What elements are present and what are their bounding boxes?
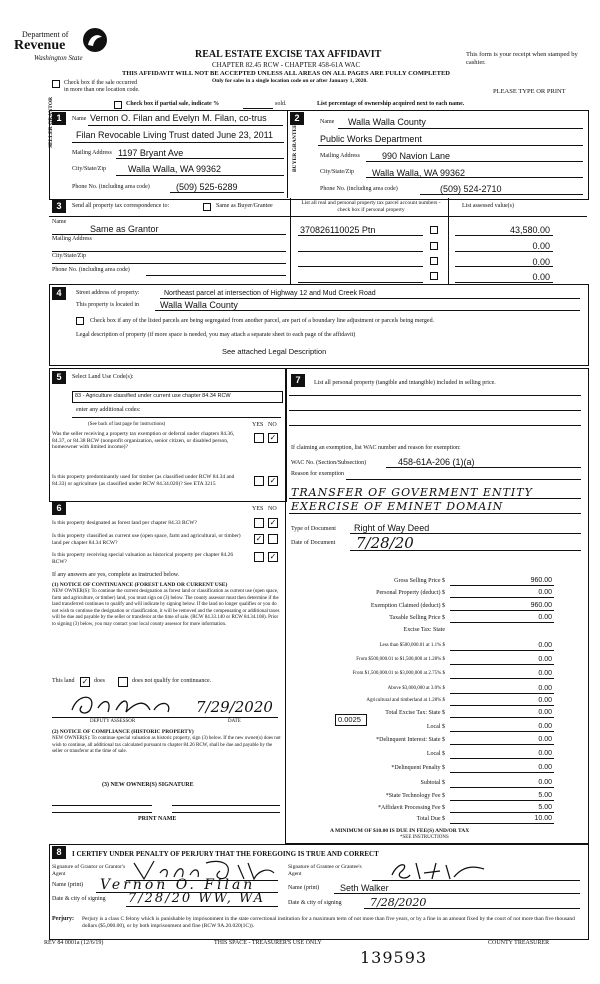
tax-row-label: Exemption Claimed (deduct) $ [370, 603, 445, 609]
section-5-number: 5 [52, 371, 66, 384]
tax-row-label: Agricultural and timberland at 1.28% $ [366, 698, 445, 703]
tax-row-underline [450, 610, 554, 611]
sec6-q2-no[interactable] [268, 534, 278, 544]
wac-number[interactable]: 458-61A-206 (1)(a) [398, 457, 475, 467]
buyer-city-label: City/State/Zip [320, 169, 354, 175]
sec3-name[interactable]: Same as Grantor [90, 224, 159, 234]
sec6-q3-no[interactable]: ✓ [269, 552, 277, 561]
tax-row-underline [450, 585, 554, 586]
doc-type-label: Type of Document [291, 526, 336, 532]
tax-row-value[interactable]: 0.00 [538, 670, 552, 677]
assessed-value-4[interactable]: 0.00 [532, 272, 550, 282]
wac-label: WAC No. (Section/Subsection) [291, 460, 367, 466]
sec3-name-label: Name [52, 219, 67, 225]
seller-grantor-label: SELLER GRANTOR [48, 96, 54, 148]
doc-type[interactable]: Right of Way Deed [354, 523, 430, 533]
seller-name-1[interactable]: Vernon O. Filan and Evelyn M. Filan, co-trus [90, 113, 267, 123]
state-name: Washington State [34, 54, 83, 62]
tax-row-value[interactable]: 0.00 [538, 697, 552, 704]
multi-location-checkbox[interactable] [52, 80, 60, 88]
tax-row-value[interactable]: 0.00 [538, 589, 552, 596]
buyer-name-1[interactable]: Walla Walla County [348, 117, 426, 127]
tax-row-underline [450, 717, 554, 718]
tax-row-label: From $500,000.01 to $1,500,000 at 1.28% $ [356, 657, 445, 662]
street-address-label: Street address of property: [76, 290, 140, 296]
notice-2-body: NEW OWNER(S): To continue special valuation as historic property, sign (3) below. If the new owner(s) does not wish to continue, all additional tax calculated pursuant to chapter 84.26 RCW, shall be due and payable by the seller or transferor at the time of sale. [52, 736, 281, 754]
multi-location-label-2: in more than one location code. [64, 87, 140, 93]
tax-row-value[interactable]: 960.00 [530, 602, 552, 609]
legal-description[interactable]: See attached Legal Description [222, 347, 327, 356]
grantee-name-print-label: Name (print) [288, 885, 320, 891]
grantee-date-city[interactable]: 7/28/2020 [370, 896, 427, 909]
revenue-logo-icon [82, 27, 108, 53]
seller-mailing-address[interactable]: 1197 Bryant Ave [118, 148, 184, 158]
print-name-label: PRINT NAME [138, 816, 177, 822]
sec6-question-2: Is this property classified as current use (open space, farm and agricultural, or timber) land per chapter 84.34 RCW? [52, 533, 241, 546]
notice-2-heading: (2) NOTICE OF COMPLIANCE (HISTORIC PROPERTY) [52, 729, 194, 735]
doc-date-label: Date of Document [291, 540, 336, 546]
tax-row-label: Gross Selling Price $ [394, 578, 445, 584]
sec6-question-1: Is this property designated as forest land per chapter 84.33 RCW? [52, 520, 197, 526]
notice-1-heading: (1) NOTICE OF CONTINUANCE (FOREST LAND OR CURRENT USE) [52, 582, 228, 588]
treasurer-space-label: THIS SPACE - TREASURER'S USE ONLY [214, 940, 322, 946]
tax-row-label: From $1,500,000.01 to $3,000,000 at 2.75% $ [352, 671, 445, 676]
tax-row-value[interactable]: 5.00 [538, 792, 552, 799]
sec5-question-1: Was the seller receiving a property tax exemption or deferral under chapters 84.36, 84.37, or 84.38 RCW (nonprofit organization, senior citizen, or disabled person, homeowner with limited income)? [52, 431, 235, 450]
sec6-q1-yes[interactable] [254, 518, 264, 528]
tax-row-label: *Affidavit Processing Fee $ [377, 805, 445, 811]
segregated-label: Check box if any of the listed parcels are being segregated from another parcel, are part of a boundary line adjustment or parcels being merged. [90, 318, 435, 324]
tax-row-label: Total Excise Tax: State $ [385, 710, 445, 716]
sec5-no-header: NO [268, 422, 277, 428]
buyer-mailing-label: Mailing Address [320, 153, 360, 159]
notice-1-body: NEW OWNER(S): To continue the current designation as forest land or classification as current use (open space, farm and agriculture, or timber) land, you must sign on (3) below. The county assessor must then determine if the land transferred continues to qualify and will indicate by signing below. If the land no longer qualifies or you do not wish to continue the designation or classification, it will be removed and the compensating or additional taxes will be due and payable by the seller or transferor at the time of sale. (RCW 84.33.140 or RCW 84.34.108). Prior to signing (3) below, you may contact your local county assessor for more information. [52, 589, 280, 627]
located-in-label: This property is located in [76, 302, 139, 308]
sec6-q1-no[interactable]: ✓ [269, 518, 277, 527]
parcel-list-header: List all real and personal property tax parcel account numbers - check box if personal property [301, 200, 441, 213]
seller-phone[interactable]: (509) 525-6289 [176, 182, 238, 192]
county-treasurer-label: COUNTY TREASURER [488, 940, 550, 946]
tax-row-value[interactable]: 10.00 [534, 815, 552, 822]
tax-row-underline [450, 800, 554, 801]
tax-row-underline [450, 597, 554, 598]
tax-row-label: Less than $500,000.01 at 1.1% $ [379, 643, 445, 648]
instructions-note: (See back of last page for instructions) [88, 422, 166, 427]
tax-row-underline [450, 693, 554, 694]
tax-row-underline [450, 622, 554, 623]
exemption-label: If claiming an exemption, list WAC number and reason for exemption: [291, 445, 461, 451]
section-4-number: 4 [52, 287, 66, 300]
grantee-name-print[interactable]: Seth Walker [340, 883, 389, 893]
section-6-number: 6 [52, 502, 66, 515]
buyer-city[interactable]: Walla Walla, WA 99362 [372, 168, 466, 178]
tax-row-underline [450, 758, 554, 759]
local-rate[interactable]: 0.0025 [338, 715, 361, 724]
tax-row-value[interactable]: 0.00 [538, 764, 552, 771]
seller-city[interactable]: Walla Walla, WA 99362 [128, 164, 222, 174]
tax-row-underline [450, 744, 554, 745]
tax-row-label: *State Technology Fee $ [385, 793, 445, 799]
doc-date[interactable]: 7/28/20 [356, 534, 414, 552]
grantee-signature-label: Signature of Grantee or Grantee's Agent [288, 864, 362, 877]
grantor-date-city-label: Date & city of signing [52, 896, 106, 902]
exemption-reason-2[interactable]: EXERCISE OF EMINET DOMAIN [291, 500, 504, 513]
exemption-reason-1[interactable]: TRANSFER OF GOVERMENT ENTITY [291, 486, 533, 499]
form-revision: REV 84 0001a (12/6/19) [44, 940, 104, 946]
tax-row-value[interactable]: 960.00 [530, 577, 552, 584]
tax-row-label: *Delinquent Penalty $ [391, 765, 445, 771]
deputy-date: 7/29/2020 [196, 698, 273, 716]
does-label: does [94, 678, 105, 684]
this-land-label: This land [52, 678, 75, 684]
send-correspondence-label: Send all property tax correspondence to: [72, 203, 170, 209]
grantor-name-print[interactable]: Vernon O. Filan [100, 877, 256, 893]
sold-label: sold. [275, 101, 287, 107]
tax-row-underline [450, 787, 554, 788]
tax-row-label: Excise Tax: State [403, 627, 445, 633]
form-chapter: CHAPTER 82.45 RCW - CHAPTER 458-61A WAC [212, 61, 361, 69]
sales-note: Only for sales in a single location code on or after January 1, 2020. [212, 78, 368, 84]
reason-label: Reason for exemption [291, 471, 344, 477]
grantor-name-print-label: Name (print) [52, 882, 84, 888]
grantor-signature-label: Signature of Grantor or Grantor's Agent [52, 864, 126, 877]
tax-row-value[interactable]: 5.00 [538, 804, 552, 811]
land-does-not-checkbox[interactable] [118, 677, 128, 687]
sec6-q3-yes[interactable] [254, 552, 264, 562]
tax-row-value[interactable]: 0.00 [538, 614, 552, 621]
assessed-value-2[interactable]: 0.00 [532, 241, 550, 251]
buyer-name-label: Name [320, 119, 335, 125]
seller-city-label: City/State/Zip [72, 166, 106, 172]
section-3-number: 3 [52, 200, 66, 213]
sec6-if-yes: If any answers are yes, complete as instructed below. [52, 572, 180, 578]
seller-name-2[interactable]: Filan Revocable Living Trust dated June 23, 2011 [76, 130, 273, 140]
additional-codes-label: enter any additional codes: [76, 407, 141, 413]
sec6-yes-header: YES [252, 506, 264, 512]
tax-row-value[interactable]: 0.00 [538, 709, 552, 716]
see-instructions: *SEE INSTRUCTIONS [400, 835, 449, 840]
form-title: REAL ESTATE EXCISE TAX AFFIDAVIT [195, 49, 382, 60]
land-use-value: 83 - Agriculture classified under current use chapter 84.34 RCW [75, 393, 231, 399]
assessed-value-3[interactable]: 0.00 [532, 257, 550, 267]
sec5-q1-no[interactable]: ✓ [269, 433, 277, 442]
same-as-buyer-label: Same as Buyer/Grantee [216, 203, 273, 209]
revenue-logo-text: Revenue [14, 38, 66, 53]
sec3-mailing-label: Mailing Address [52, 236, 92, 242]
deputy-date-label: DATE [228, 719, 241, 724]
sec5-question-2: Is this property predominantly used for timber (as classified under RCW 84.34 and 84.33) or agriculture (as classified under RCW 84.34.020)? See ETA 3215 [52, 474, 235, 487]
sec5-q1-yes[interactable] [254, 433, 264, 443]
same-as-buyer-checkbox[interactable] [203, 203, 211, 211]
tax-row-value[interactable]: 0.00 [538, 685, 552, 692]
tax-row-label: Local $ [426, 724, 445, 730]
land-does-checkbox[interactable]: ✓ [81, 677, 89, 686]
tax-row-underline [450, 705, 554, 706]
assessed-value-header: List assessed value(s) [462, 203, 514, 209]
parcel-number-1[interactable]: 370826110025 Ptn [300, 225, 376, 235]
sec3-phone-label: Phone No. (including area code) [52, 267, 130, 273]
sec5-yes-header: YES [252, 422, 264, 428]
tax-row-value[interactable]: 0.00 [538, 750, 552, 757]
tax-row-underline [450, 664, 554, 665]
new-owner-signature-label: (3) NEW OWNER(S) SIGNATURE [102, 782, 194, 788]
partial-sale-label: Check box if partial sale, indicate % [126, 101, 220, 107]
tax-row-label: Local $ [426, 751, 445, 757]
tax-row-label: Total Due $ [416, 816, 445, 822]
tax-row-label: *Delinquent Interest: State $ [376, 737, 445, 743]
segregated-checkbox[interactable] [76, 317, 84, 325]
tax-row-value[interactable]: 0.00 [538, 723, 552, 730]
sec5-q2-no[interactable]: ✓ [269, 476, 277, 485]
multi-location-label-1: Check box if the sale occurred [64, 80, 138, 86]
seller-mailing-label: Mailing Address [72, 150, 112, 156]
personal-property-checkbox-3[interactable] [430, 257, 438, 265]
please-type: PLEASE TYPE OR PRINT [493, 88, 566, 95]
section-7-number: 7 [291, 374, 305, 387]
dept-of: Department of [22, 30, 69, 39]
section-2-number: 2 [290, 112, 304, 125]
sec6-q2-yes[interactable]: ✓ [255, 534, 263, 543]
legal-description-label: Legal description of property (if more space is needed, you may attach a separate sheet to each page of the affidavit) [76, 332, 356, 338]
land-use-label: Select Land Use Code(s): [72, 374, 134, 380]
form-warning: THIS AFFIDAVIT WILL NOT BE ACCEPTED UNLESS ALL AREAS ON ALL PAGES ARE FULLY COMPLETED [122, 70, 450, 77]
grantor-date-city[interactable]: 7/28/20 WW, WA [128, 891, 266, 906]
personal-property-checkbox-1[interactable] [430, 226, 438, 234]
percent-ownership-note: List percentage of ownership acquired next to each name. [317, 101, 465, 107]
deputy-assessor-label: DEPUTY ASSESSOR [90, 719, 136, 724]
tax-row-underline [450, 772, 554, 773]
sec6-no-header: NO [268, 506, 277, 512]
tax-row-underline [450, 650, 554, 651]
personal-property-checkbox-2[interactable] [430, 242, 438, 250]
sec3-city-label: City/State/Zip [52, 253, 86, 259]
receipt-number: 139593 [360, 948, 428, 967]
tax-row-underline [450, 731, 554, 732]
perjury-heading: Perjury: [52, 916, 74, 922]
tax-row-value[interactable]: 0.00 [538, 736, 552, 743]
section-8-number: 8 [52, 846, 66, 859]
tax-row-value[interactable]: 0.00 [538, 642, 552, 649]
minimum-due-note: A MINIMUM OF $10.00 IS DUE IN FEE(S) AND/OR TAX [330, 828, 470, 834]
sec6-question-3: Is this property receiving special valuation as historical property per chapter 84.26 RCW? [52, 552, 234, 565]
seller-phone-label: Phone No. (including area code) [72, 184, 150, 190]
personal-property-checkbox-4[interactable] [430, 272, 438, 280]
assessed-value-1[interactable]: 43,580.00 [509, 225, 550, 235]
tax-row-label: Subtotal $ [420, 780, 445, 786]
grantee-date-city-label: Date & city of signing [288, 900, 342, 906]
tax-row-value[interactable]: 0.00 [538, 656, 552, 663]
tax-row-label: Personal Property (deduct) $ [376, 590, 445, 596]
certify-statement: I CERTIFY UNDER PENALTY OF PERJURY THAT THE FOREGOING IS TRUE AND CORRECT [72, 850, 379, 858]
street-address[interactable]: Northeast parcel at intersection of Highway 12 and Mud Creek Road [164, 290, 376, 297]
does-not-label: does not qualify for continuance. [132, 678, 212, 684]
seller-name-label: Name [72, 116, 87, 122]
buyer-name-2[interactable]: Public Works Department [320, 134, 422, 144]
receipt-note: This form is your receipt when stamped by cashier. [466, 51, 578, 66]
tax-row-underline [450, 823, 554, 824]
tax-row-underline [450, 678, 554, 679]
buyer-mailing-address[interactable]: 990 Navion Lane [382, 151, 451, 161]
located-in-county[interactable]: Walla Walla County [160, 300, 238, 310]
sec5-q2-yes[interactable] [254, 476, 264, 486]
personal-property-label: List all personal property (tangible and intangible) included in selling price. [314, 380, 496, 386]
partial-sale-checkbox[interactable] [114, 101, 122, 109]
tax-row-underline [450, 812, 554, 813]
buyer-grantee-label: BUYER GRANTEE [292, 124, 298, 172]
deputy-assessor-signature [68, 690, 188, 720]
buyer-phone-label: Phone No. (including area code) [320, 186, 398, 192]
tax-row-value[interactable]: 0.00 [538, 779, 552, 786]
tax-row-label: Above $3,000,000 at 3.0% $ [387, 686, 445, 691]
tax-row-label: Taxable Selling Price $ [389, 615, 445, 621]
buyer-phone[interactable]: (509) 524-2710 [440, 184, 502, 194]
section-1-number: 1 [52, 112, 66, 125]
perjury-text: Perjury is a class C felony which is punishable by imprisonment in the state correctional institution for a maximum term of not more than five years, or by a fine in an amount fixed by the court of not more than five thousand dollars ($5,000.00), or by both imprisonment and fine (RCW 9A.20.020(1C)). [82, 916, 575, 929]
